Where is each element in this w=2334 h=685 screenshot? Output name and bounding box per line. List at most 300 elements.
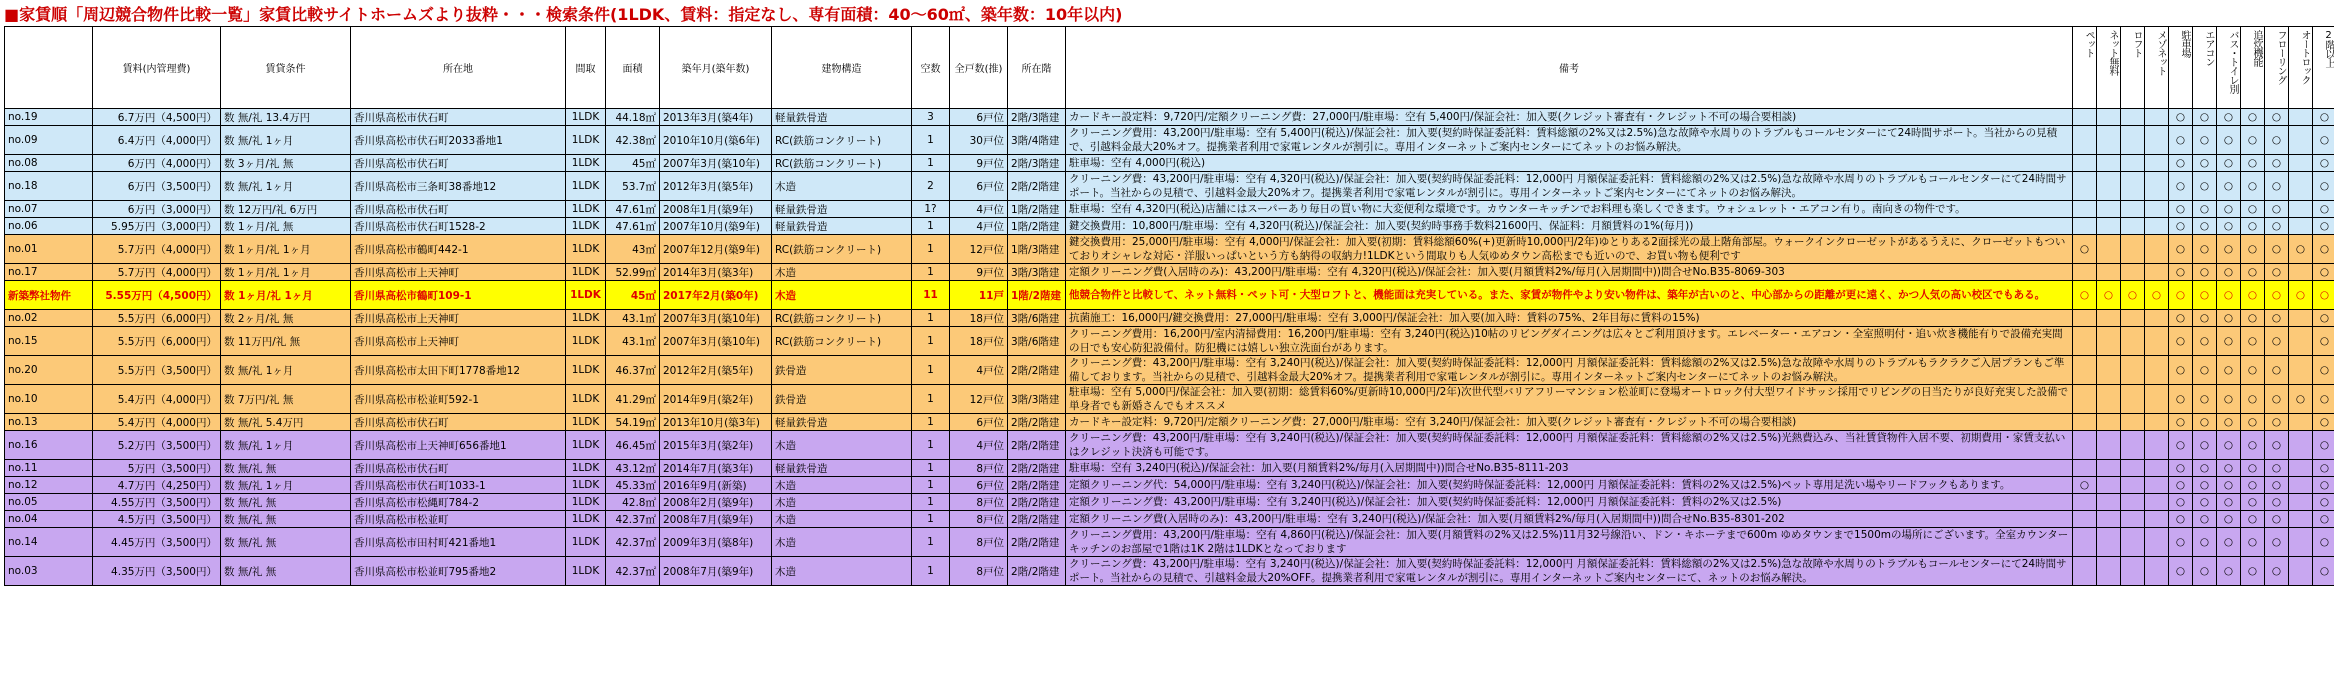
- table-cell: 木造: [772, 431, 912, 460]
- table-cell: 1LDK: [566, 356, 606, 385]
- table-cell: ○: [2265, 528, 2289, 557]
- table-cell: ○: [2193, 528, 2217, 557]
- table-cell: [2145, 511, 2169, 528]
- table-cell: ○: [2193, 235, 2217, 264]
- table-cell: 1?: [912, 201, 950, 218]
- table-cell: ○: [2169, 460, 2193, 477]
- table-cell: ○: [2193, 155, 2217, 172]
- table-cell: no.03: [5, 557, 93, 586]
- table-cell: 2012年3月(築5年): [660, 172, 772, 201]
- table-cell: [2145, 356, 2169, 385]
- table-cell: 数 1ヶ月/礼 1ヶ月: [221, 235, 351, 264]
- table-cell: ○: [2313, 310, 2334, 327]
- table-cell: 2階/2階建: [1008, 356, 1066, 385]
- table-cell: 8戸位: [950, 460, 1008, 477]
- table-cell: 1: [912, 477, 950, 494]
- table-cell: 47.61㎡: [606, 218, 660, 235]
- table-cell: 数 無/礼 1ヶ月: [221, 172, 351, 201]
- table-cell: 43.1㎡: [606, 310, 660, 327]
- table-cell: [2289, 477, 2313, 494]
- table-cell: 鍵交換費用：10,800円/駐車場：空有 4,320円(税込)/保証会社：加入要(契約時事務手数料21600円、保証料：月額賃料の1%(毎月)): [1066, 218, 2073, 235]
- title-text: ■家賃順「周辺競合物件比較一覧」家賃比較サイトホームズより抜粋・・・検索条件(1LDK、賃料：指定なし、専有面積：40～60㎡、築年数：10年以内): [4, 4, 1123, 24]
- table-cell: 11: [912, 281, 950, 310]
- table-cell: 木造: [772, 557, 912, 586]
- table-cell: RC(鉄筋コンクリート): [772, 235, 912, 264]
- table-cell: ○: [2265, 557, 2289, 586]
- table-cell: [2145, 310, 2169, 327]
- table-cell: 数 無/礼 1ヶ月: [221, 431, 351, 460]
- column-header: ネット無料: [2097, 27, 2121, 109]
- table-cell: ○: [2313, 528, 2334, 557]
- table-cell: ○: [2169, 414, 2193, 431]
- table-cell: 数 1ヶ月/礼 無: [221, 218, 351, 235]
- table-cell: ○: [2241, 264, 2265, 281]
- table-cell: no.08: [5, 155, 93, 172]
- table-cell: 1LDK: [566, 511, 606, 528]
- table-cell: [2145, 528, 2169, 557]
- table-cell: ○: [2217, 126, 2241, 155]
- table-row: [5, 201, 2334, 218]
- table-cell: ○: [2145, 281, 2169, 310]
- table-cell: 1: [912, 264, 950, 281]
- table-cell: ○: [2193, 264, 2217, 281]
- table-cell: 数 無/礼 1ヶ月: [221, 477, 351, 494]
- column-header: バス・トイレ別: [2217, 27, 2241, 109]
- table-cell: ○: [2313, 264, 2334, 281]
- table-cell: ○: [2217, 201, 2241, 218]
- table-cell: 3階/3階建: [1008, 385, 1066, 414]
- table-cell: [2073, 385, 2097, 414]
- table-cell: ○: [2265, 264, 2289, 281]
- table-cell: 数 1ヶ月/礼 1ヶ月: [221, 281, 351, 310]
- table-cell: ○: [2313, 494, 2334, 511]
- column-header: 間取: [566, 27, 606, 109]
- table-cell: 香川県高松市田村町421番地1: [351, 528, 566, 557]
- table-cell: 2014年7月(築3年): [660, 460, 772, 477]
- table-cell: [2289, 356, 2313, 385]
- table-cell: [2121, 511, 2145, 528]
- table-cell: [2073, 431, 2097, 460]
- table-cell: 香川県高松市伏石町1033-1: [351, 477, 566, 494]
- table-cell: 2017年2月(築0年): [660, 281, 772, 310]
- table-cell: 1: [912, 385, 950, 414]
- column-header: ペット: [2073, 27, 2097, 109]
- table-cell: 9戸位: [950, 155, 1008, 172]
- table-cell: ○: [2217, 511, 2241, 528]
- table-cell: ○: [2169, 109, 2193, 126]
- column-header: フローリング: [2265, 27, 2289, 109]
- table-cell: ○: [2169, 235, 2193, 264]
- table-cell: 1: [912, 218, 950, 235]
- table-cell: ○: [2289, 281, 2313, 310]
- table-cell: [2289, 431, 2313, 460]
- table-cell: 3階/4階建: [1008, 126, 1066, 155]
- table-cell: ○: [2169, 155, 2193, 172]
- table-cell: no.02: [5, 310, 93, 327]
- table-cell: 数 7万円/礼 無: [221, 385, 351, 414]
- table-cell: ○: [2265, 281, 2289, 310]
- table-row: [5, 109, 2334, 126]
- table-cell: 1: [912, 126, 950, 155]
- table-row: [5, 126, 2334, 155]
- table-cell: ○: [2169, 327, 2193, 356]
- table-cell: ○: [2241, 281, 2265, 310]
- table-cell: [2121, 218, 2145, 235]
- table-cell: ○: [2193, 109, 2217, 126]
- table-cell: 数 2ヶ月/礼 無: [221, 310, 351, 327]
- table-cell: ○: [2217, 414, 2241, 431]
- table-cell: ○: [2217, 281, 2241, 310]
- table-cell: ○: [2073, 281, 2097, 310]
- table-cell: 41.29㎡: [606, 385, 660, 414]
- table-cell: 数 無/礼 1ヶ月: [221, 356, 351, 385]
- column-header: オートロック: [2289, 27, 2313, 109]
- table-cell: 1: [912, 414, 950, 431]
- table-cell: no.20: [5, 356, 93, 385]
- table-cell: ○: [2193, 385, 2217, 414]
- table-cell: 2階/3階建: [1008, 155, 1066, 172]
- table-cell: 2階/2階建: [1008, 414, 1066, 431]
- table-cell: 8戸位: [950, 511, 1008, 528]
- table-cell: ○: [2265, 494, 2289, 511]
- table-cell: 香川県高松市伏石町: [351, 155, 566, 172]
- table-cell: 1: [912, 557, 950, 586]
- table-cell: 6戸位: [950, 172, 1008, 201]
- column-header: 追炊機能: [2241, 27, 2265, 109]
- table-cell: 香川県高松市上天神町: [351, 327, 566, 356]
- table-cell: 4.7万円（4,250円）: [93, 477, 221, 494]
- table-cell: ○: [2265, 460, 2289, 477]
- column-header: 所在地: [351, 27, 566, 109]
- table-cell: 2007年3月(築10年): [660, 327, 772, 356]
- table-cell: ○: [2265, 431, 2289, 460]
- table-cell: no.14: [5, 528, 93, 557]
- table-cell: 駐車場：空有 4,320円(税込)店舗にはスーパーあり毎日の買い物に大変便利な環境です。カウンターキッチンでお料理も楽しくできます。ウォシュレット・エアコン有り。南向きの物件です。: [1066, 201, 2073, 218]
- column-header: [5, 27, 93, 109]
- table-cell: ○: [2265, 356, 2289, 385]
- table-cell: [2097, 218, 2121, 235]
- table-row: [5, 414, 2334, 431]
- table-cell: 8戸位: [950, 557, 1008, 586]
- table-cell: 2009年3月(築8年): [660, 528, 772, 557]
- table-cell: 数 無/礼 5.4万円: [221, 414, 351, 431]
- table-cell: 6戸位: [950, 414, 1008, 431]
- table-cell: ○: [2217, 460, 2241, 477]
- table-cell: 木造: [772, 281, 912, 310]
- table-cell: 1LDK: [566, 310, 606, 327]
- table-cell: 43㎡: [606, 235, 660, 264]
- table-cell: ○: [2265, 327, 2289, 356]
- table-cell: 香川県高松市伏石町: [351, 201, 566, 218]
- table-cell: 6戸位: [950, 109, 1008, 126]
- table-cell: 4戸位: [950, 201, 1008, 218]
- comparison-table: [4, 26, 2334, 586]
- table-cell: 42.8㎡: [606, 494, 660, 511]
- table-cell: 5.5万円（6,000円）: [93, 327, 221, 356]
- table-cell: [2289, 557, 2313, 586]
- table-cell: [2121, 528, 2145, 557]
- table-cell: ○: [2265, 218, 2289, 235]
- table-cell: [2097, 172, 2121, 201]
- table-cell: [2289, 327, 2313, 356]
- table-cell: 木造: [772, 172, 912, 201]
- table-cell: [2289, 511, 2313, 528]
- table-cell: 1: [912, 310, 950, 327]
- table-cell: no.19: [5, 109, 93, 126]
- table-cell: [2121, 431, 2145, 460]
- column-header: 2階以上: [2313, 27, 2334, 109]
- table-cell: 54.19㎡: [606, 414, 660, 431]
- column-header: メゾネット: [2145, 27, 2169, 109]
- table-cell: [2073, 557, 2097, 586]
- table-cell: [2145, 235, 2169, 264]
- table-cell: 6.4万円（4,000円）: [93, 126, 221, 155]
- table-cell: ○: [2241, 310, 2265, 327]
- table-cell: 5.5万円（3,500円）: [93, 356, 221, 385]
- table-cell: 3: [912, 109, 950, 126]
- column-header: 面積: [606, 27, 660, 109]
- table-cell: ○: [2313, 126, 2334, 155]
- table-cell: 2階/3階建: [1008, 109, 1066, 126]
- table-cell: [2145, 218, 2169, 235]
- table-cell: 定額クリーニング費：43,200円/駐車場：空有 3,240円(税込)/保証会社：加入要(契約時保証委託料：12,000円 月額保証委託料：賃料の2%又は2.5%): [1066, 494, 2073, 511]
- table-cell: 香川県高松市三条町38番地12: [351, 172, 566, 201]
- table-cell: [2073, 460, 2097, 477]
- table-cell: 45.33㎡: [606, 477, 660, 494]
- table-cell: [2121, 155, 2145, 172]
- table-cell: 駐車場：空有 4,000円(税込): [1066, 155, 2073, 172]
- table-cell: no.06: [5, 218, 93, 235]
- table-cell: ○: [2169, 356, 2193, 385]
- table-cell: [2289, 155, 2313, 172]
- table-cell: [2289, 126, 2313, 155]
- table-cell: ○: [2169, 172, 2193, 201]
- table-cell: [2145, 155, 2169, 172]
- table-cell: ○: [2241, 511, 2265, 528]
- table-cell: 軽量鉄骨造: [772, 414, 912, 431]
- table-cell: ○: [2169, 264, 2193, 281]
- table-cell: [2073, 414, 2097, 431]
- table-cell: [2121, 477, 2145, 494]
- table-cell: 4.5万円（3,500円）: [93, 511, 221, 528]
- table-cell: [2073, 528, 2097, 557]
- table-cell: ○: [2241, 414, 2265, 431]
- table-cell: ○: [2193, 172, 2217, 201]
- table-cell: ○: [2313, 327, 2334, 356]
- table-cell: [2097, 494, 2121, 511]
- table-cell: RC(鉄筋コンクリート): [772, 327, 912, 356]
- table-cell: ○: [2265, 109, 2289, 126]
- table-row: [5, 494, 2334, 511]
- table-cell: 6万円（4,000円）: [93, 155, 221, 172]
- table-row: [5, 511, 2334, 528]
- table-cell: 2010年10月(築6年): [660, 126, 772, 155]
- table-cell: 1LDK: [566, 155, 606, 172]
- table-cell: no.18: [5, 172, 93, 201]
- table-cell: [2121, 414, 2145, 431]
- table-cell: [2121, 494, 2145, 511]
- table-cell: no.10: [5, 385, 93, 414]
- table-cell: no.15: [5, 327, 93, 356]
- table-cell: 6.7万円（4,500円）: [93, 109, 221, 126]
- table-cell: [2289, 218, 2313, 235]
- table-cell: 軽量鉄骨造: [772, 218, 912, 235]
- table-row: [5, 172, 2334, 201]
- table-cell: ○: [2313, 385, 2334, 414]
- table-cell: 数 3ヶ月/礼 無: [221, 155, 351, 172]
- table-cell: ○: [2217, 528, 2241, 557]
- table-cell: ○: [2241, 557, 2265, 586]
- table-cell: ○: [2265, 172, 2289, 201]
- table-cell: 数 無/礼 無: [221, 528, 351, 557]
- table-row: [5, 327, 2334, 356]
- table-cell: [2073, 356, 2097, 385]
- table-cell: ○: [2241, 126, 2265, 155]
- table-cell: 抗菌施工：16,000円/鍵交換費用：27,000円/駐車場：空有 3,000円/保証会社：加入要(加入時：賃料の75%、2年目毎に賃料の15%): [1066, 310, 2073, 327]
- table-cell: [2289, 310, 2313, 327]
- table-cell: no.12: [5, 477, 93, 494]
- table-cell: ○: [2169, 511, 2193, 528]
- table-cell: 定額クリーニング費(入居時のみ)：43,200円/駐車場：空有 4,320円(税込)/保証会社：加入要(月額賃料2%/毎月(入居期間中))問合せNo.B35-8069-303: [1066, 264, 2073, 281]
- table-cell: ○: [2217, 155, 2241, 172]
- table-cell: ○: [2241, 477, 2265, 494]
- table-cell: [2145, 414, 2169, 431]
- table-cell: 2: [912, 172, 950, 201]
- table-cell: [2121, 126, 2145, 155]
- table-cell: 1: [912, 511, 950, 528]
- table-cell: [2073, 327, 2097, 356]
- table-cell: 2階/2階建: [1008, 477, 1066, 494]
- table-cell: ○: [2073, 477, 2097, 494]
- table-cell: ○: [2169, 281, 2193, 310]
- table-cell: 2012年2月(築5年): [660, 356, 772, 385]
- table-cell: 8戸位: [950, 494, 1008, 511]
- table-cell: [2073, 494, 2097, 511]
- table-cell: 6万円（3,000円）: [93, 201, 221, 218]
- table-cell: 香川県高松市上天神町: [351, 310, 566, 327]
- table-cell: 2階/2階建: [1008, 494, 1066, 511]
- table-cell: 46.37㎡: [606, 356, 660, 385]
- table-cell: [2145, 494, 2169, 511]
- table-cell: 新築弊社物件: [5, 281, 93, 310]
- table-cell: 香川県高松市伏石町: [351, 460, 566, 477]
- table-cell: [2097, 431, 2121, 460]
- table-cell: 47.61㎡: [606, 201, 660, 218]
- table-cell: [2121, 557, 2145, 586]
- table-cell: 4戸位: [950, 431, 1008, 460]
- table-cell: no.09: [5, 126, 93, 155]
- column-header: 建物構造: [772, 27, 912, 109]
- table-cell: 1LDK: [566, 235, 606, 264]
- table-cell: ○: [2241, 494, 2265, 511]
- table-cell: 6戸位: [950, 477, 1008, 494]
- table-cell: [2121, 109, 2145, 126]
- table-cell: no.17: [5, 264, 93, 281]
- table-cell: 2008年7月(築9年): [660, 511, 772, 528]
- table-cell: [2097, 557, 2121, 586]
- table-cell: no.05: [5, 494, 93, 511]
- table-cell: ○: [2313, 281, 2334, 310]
- column-header: 築年月(築年数): [660, 27, 772, 109]
- column-header: 駐車場: [2169, 27, 2193, 109]
- table-cell: [2073, 201, 2097, 218]
- table-cell: [2145, 557, 2169, 586]
- table-row: [5, 528, 2334, 557]
- table-cell: カードキー設定料：9,720円/定額クリーニング費：27,000円/駐車場：空有 5,400円/保証会社：加入要(クレジット審査有・クレジット不可の場合要相談): [1066, 109, 2073, 126]
- table-cell: ○: [2289, 385, 2313, 414]
- table-cell: 3階/6階建: [1008, 310, 1066, 327]
- table-cell: 1階/2階建: [1008, 218, 1066, 235]
- table-cell: 2007年3月(築10年): [660, 155, 772, 172]
- table-cell: RC(鉄筋コンクリート): [772, 310, 912, 327]
- table-cell: 1LDK: [566, 494, 606, 511]
- table-cell: ○: [2169, 126, 2193, 155]
- table-cell: 42.37㎡: [606, 528, 660, 557]
- table-cell: 軽量鉄骨造: [772, 460, 912, 477]
- table-cell: 鉄骨造: [772, 356, 912, 385]
- table-cell: 1: [912, 155, 950, 172]
- table-row: [5, 264, 2334, 281]
- table-cell: [2145, 126, 2169, 155]
- table-cell: 軽量鉄骨造: [772, 109, 912, 126]
- table-cell: 2015年3月(築2年): [660, 431, 772, 460]
- table-cell: 18戸位: [950, 327, 1008, 356]
- table-cell: 5.95万円（3,000円）: [93, 218, 221, 235]
- table-row: [5, 431, 2334, 460]
- table-cell: 香川県高松市松並町795番地2: [351, 557, 566, 586]
- table-row: [5, 155, 2334, 172]
- table-cell: no.11: [5, 460, 93, 477]
- table-cell: ○: [2313, 155, 2334, 172]
- table-cell: 1: [912, 356, 950, 385]
- table-cell: [2289, 414, 2313, 431]
- table-cell: ○: [2241, 235, 2265, 264]
- table-cell: RC(鉄筋コンクリート): [772, 155, 912, 172]
- table-cell: 1: [912, 431, 950, 460]
- table-cell: ○: [2169, 385, 2193, 414]
- table-cell: 12戸位: [950, 385, 1008, 414]
- table-cell: クリーニング費用：43,200円/駐車場：空有 4,860円(税込)/保証会社：加入要(月額賃料の2%又は2.5%)11月32号線沿い、ドン・キホーテまで600m ゆめタウンまで1500mの場所にございます。全室カウンターキッチンのお部屋で1階は1K 2階は1LDKとなっております: [1066, 528, 2073, 557]
- table-cell: 1LDK: [566, 281, 606, 310]
- table-cell: ○: [2193, 460, 2217, 477]
- table-cell: ○: [2169, 310, 2193, 327]
- table-cell: 5.5万円（6,000円）: [93, 310, 221, 327]
- table-cell: 数 無/礼 無: [221, 511, 351, 528]
- table-cell: 香川県高松市伏石町: [351, 109, 566, 126]
- table-cell: ○: [2313, 511, 2334, 528]
- table-cell: 数 12万円/礼 6万円: [221, 201, 351, 218]
- table-cell: 53.7㎡: [606, 172, 660, 201]
- table-cell: ○: [2265, 511, 2289, 528]
- table-cell: no.16: [5, 431, 93, 460]
- table-cell: 1階/2階建: [1008, 281, 1066, 310]
- table-cell: ○: [2241, 201, 2265, 218]
- table-cell: 木造: [772, 511, 912, 528]
- table-cell: ○: [2313, 218, 2334, 235]
- table-cell: [2097, 327, 2121, 356]
- table-cell: ○: [2265, 414, 2289, 431]
- table-cell: [2073, 155, 2097, 172]
- column-header: 賃貸条件: [221, 27, 351, 109]
- table-cell: [2097, 528, 2121, 557]
- table-cell: 3階/3階建: [1008, 264, 1066, 281]
- table-cell: ○: [2313, 172, 2334, 201]
- table-cell: 5.4万円（4,000円）: [93, 414, 221, 431]
- table-cell: 42.38㎡: [606, 126, 660, 155]
- table-cell: ○: [2217, 172, 2241, 201]
- sheet-title: [0, 0, 2334, 26]
- table-cell: ○: [2193, 126, 2217, 155]
